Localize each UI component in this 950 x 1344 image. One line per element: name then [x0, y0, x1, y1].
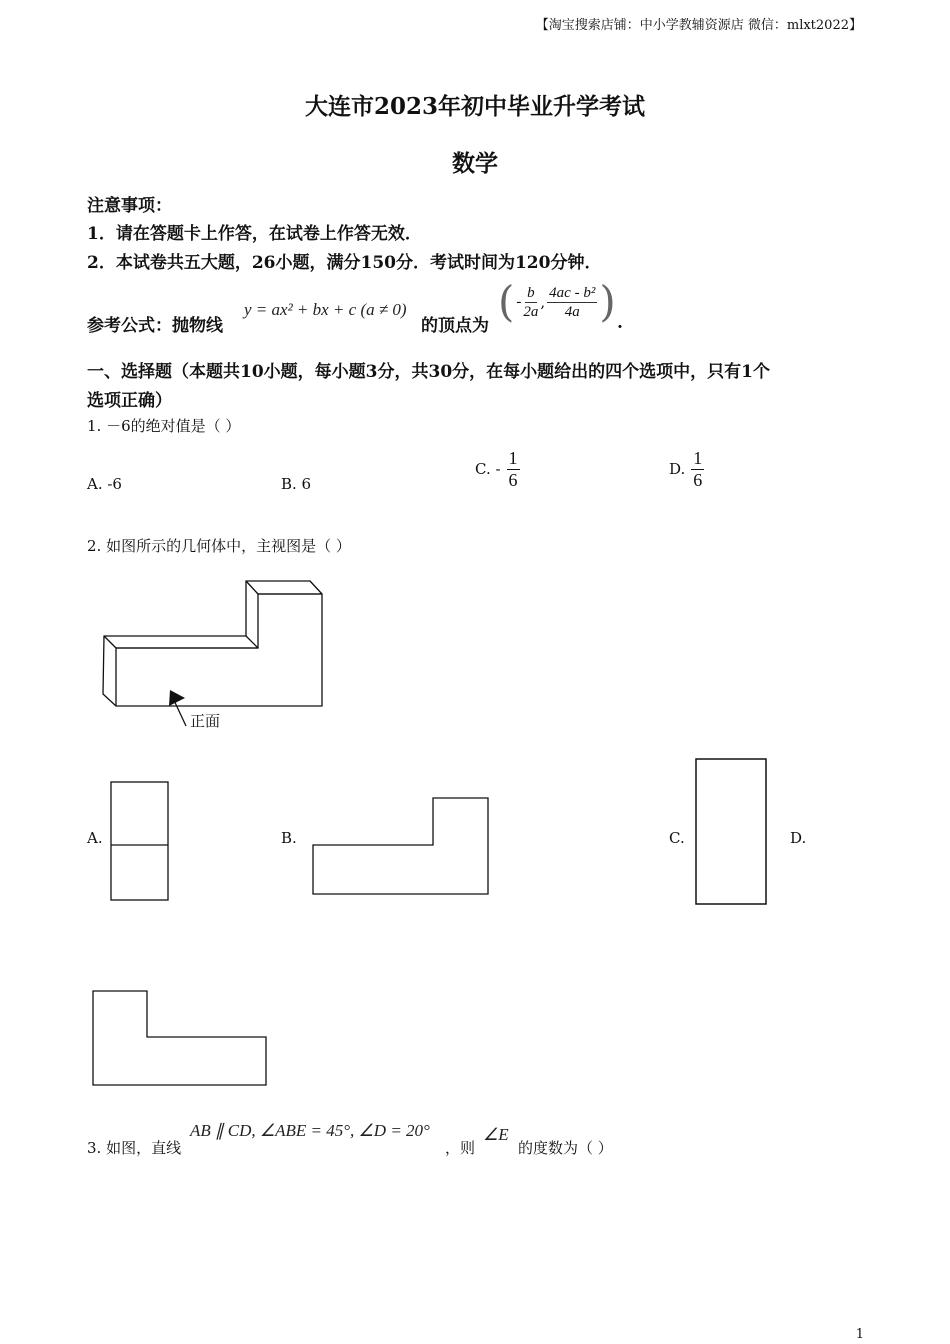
note-item: 2．本试卷共五大题，26小题，满分150分．考试时间为120分钟．	[87, 253, 602, 273]
fraction-numerator: b	[527, 284, 535, 301]
exam-title: 大连市2023年初中毕业升学考试	[304, 93, 645, 120]
fraction-denominator: 4a	[564, 303, 580, 320]
q1-option-a: A. -6	[87, 475, 122, 493]
question-3-suffix: 的度数为（ ）	[518, 1139, 613, 1157]
question-3-conditions: AB ∥ CD, ∠ABE = 45°, ∠D = 20°	[190, 1121, 430, 1140]
option-c-label: C. -	[475, 460, 501, 479]
fraction-denominator: 6	[693, 469, 703, 490]
question-3-prefix: 3. 如图，直线	[87, 1139, 182, 1157]
page-number: 1	[855, 1327, 864, 1342]
fraction-denominator: 6	[508, 469, 518, 490]
fraction-numerator: 4ac - b²	[549, 284, 596, 301]
note-item: 1．请在答题卡上作答，在试卷上作答无效．	[87, 224, 422, 244]
q2-option-a-label: A.	[87, 829, 103, 847]
vertex-minus: -	[516, 293, 522, 310]
page-header: 【淘宝搜索店铺：中小学教辅资源店 微信：mlxt2022】	[535, 18, 862, 33]
fraction-numerator: 1	[693, 448, 703, 468]
question-2-stem: 2. 如图所示的几何体中，主视图是（ ）	[87, 537, 351, 555]
question-3-angle: ∠E	[483, 1125, 509, 1144]
q2-option-c-label: C.	[669, 829, 685, 847]
formula-prefix: 参考公式：抛物线	[87, 316, 223, 336]
exam-subject: 数学	[452, 150, 498, 177]
section-title: 一、选择题（本题共10小题，每小题3分，共30分，在每小题给出的四个选项中，只有1个	[87, 362, 770, 382]
section-title-cont: 选项正确）	[87, 391, 172, 411]
q2-option-d-label: D.	[790, 829, 807, 847]
notes-heading: 注意事项：	[87, 196, 172, 216]
parabola-formula: y = ax² + bx + c (a ≠ 0)	[244, 300, 407, 319]
front-label: 正面	[190, 712, 221, 730]
q1-option-b: B. 6	[281, 475, 312, 493]
fraction-numerator: 1	[508, 448, 518, 468]
fraction-denominator: 2a	[523, 303, 539, 320]
formula-middle: 的顶点为	[421, 316, 489, 336]
formula-suffix: .	[617, 313, 623, 333]
option-d-label: D.	[669, 460, 686, 479]
vertex-formula: ( - $\frac{b}{2a}$ , $\frac{\text{4ac - b²}}{4a}$ )	[498, 277, 616, 326]
q2-option-b-label: B.	[281, 829, 297, 847]
question-3-middle: ，则	[445, 1139, 476, 1157]
question-1-stem: 1. －6的绝对值是（ ）	[87, 417, 241, 435]
